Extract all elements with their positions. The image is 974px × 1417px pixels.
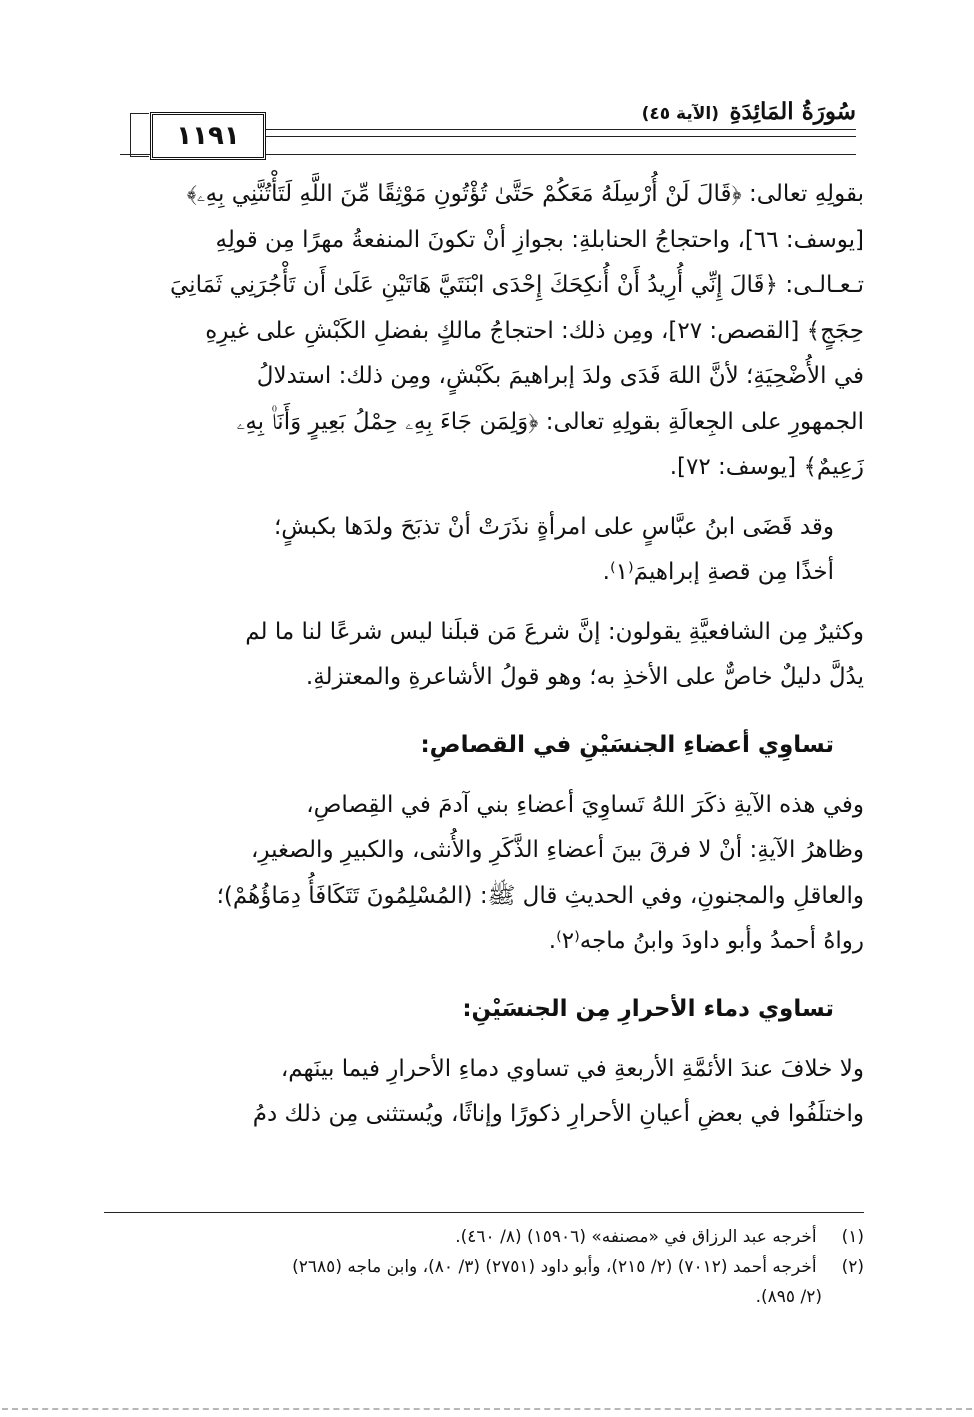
header-rule-middle [165, 136, 856, 137]
text-line: والعاقلِ والمجنونِ، وفي الحديثِ قال ﷺ: (المُسْلِمُونَ تَتَكَافَأُ دِمَاؤُهُمْ)؛ [216, 882, 864, 909]
surah-title: سُورَةُ المَائِدَةِ [729, 98, 856, 125]
paragraph [113, 505, 864, 596]
footnote [113, 1222, 864, 1252]
text-line: حِجَجٍ﴾ [القصص: ٢٧]، ومِن ذلك: احتجاجُ مالكٍ بفضلِ الكَبْشِ على غيرِهِ [205, 317, 864, 344]
footnote-number: (٢) [841, 1257, 864, 1277]
paragraph [113, 783, 864, 965]
text-line: [يوسف: ٦٦]، واحتجاجُ الحنابلةِ: بجوازِ أنْ تكونَ المنفعةُ مهرًا مِن قولِهِ [215, 226, 864, 253]
footnote-text: أخرجه عبد الرزاق في «مصنفه» (١٥٩٠٦) (٨/ ٤٦٠). [455, 1227, 817, 1247]
header-rule-top [165, 129, 856, 130]
footnote-separator [104, 1212, 864, 1213]
text-line: وقد قَضَى ابنُ عبَّاسٍ على امرأةٍ نذَرَتْ أنْ تذبَحَ ولدَها بكبشٍ؛ [273, 513, 834, 540]
footnote-continuation: (٢/ ٨٩٥). [755, 1287, 822, 1307]
text-line: تـعـالـى: ﴿قَالَ إِنِّي أُرِيدُ أَنْ أُنكِحَكَ إِحْدَى ابْنَتَيَّ هَاتَيْنِ عَلَىٰ أَن تَأْجُرَنِي ثَمَانِيَ [170, 272, 864, 298]
section-heading: تساوِي أعضاءِ الجنسَيْنِ في القصاصِ: [420, 731, 834, 758]
paragraph [113, 172, 864, 491]
ayah-reference: (الآية ٤٥) [641, 104, 719, 124]
paragraph [113, 610, 864, 701]
text-line: في الأُضْحِيَةِ؛ لأنَّ اللهَ فَدَى ولدَ إبراهيمَ بكَبْشٍ، ومِن ذلك: استدلالُ [256, 363, 864, 389]
text-line: وفي هذه الآيةِ ذكَرَ اللهُ تَساوِيَ أعضاءِ بني آدمَ في القِصاصِ، [306, 791, 864, 818]
page-number: ١١٩١ [176, 121, 240, 151]
paragraph [113, 1047, 864, 1138]
text-line: وكثيرٌ مِن الشافعيَّةِ يقولون: إنَّ شرعَ مَن قبلَنا ليس شرعًا لنا ما لم [245, 618, 864, 645]
text-line: الجمهورِ على الجِعالَةِ بقولِهِ تعالى: ﴿وَلِمَن جَاءَ بِهِۦ حِمْلُ بَعِيرٍ وَأَنَا۠ بِهِۦ [236, 408, 864, 435]
text-line: زَعِيمٌ﴾ [يوسف: ٧٢]. [669, 454, 864, 480]
section-heading: تساوي دماء الأحرارِ مِن الجنسَيْنِ: [462, 995, 834, 1022]
text-line: يدُلَّ دليلٌ خاصٌّ على الأخذِ به؛ وهو قولُ الأشاعرةِ والمعتزلةِ. [305, 664, 864, 690]
footnote [113, 1252, 864, 1282]
text-line: واختلَفُوا في بعضِ أعيانِ الأحرارِ ذكورًا وإناثًا، ويُستثنى مِن ذلك دمُ [252, 1101, 864, 1127]
footnote-number: (١) [841, 1227, 864, 1247]
text-line: ولا خلافَ عندَ الأئمَّةِ الأربعةِ في تساوي دماءِ الأحرارِ فيما بينَهم، [280, 1055, 864, 1082]
header-bracket [130, 113, 149, 157]
scan-edge [2, 1408, 972, 1414]
text-line: بقولِهِ تعالى: ﴿قَالَ لَنْ أُرْسِلَهُ مَعَكُمْ حَتَّىٰ تُؤْتُونِ مَوْثِقًا مِّنَ اللَّهِ لَتَأْتُنَّنِي بِهِۦ﴾ [186, 181, 864, 207]
main-text [113, 172, 864, 1152]
footnote-text: أخرجه أحمد (٧٠١٢) (٢/ ٢١٥)، وأبو داود (٢٧٥١) (٣/ ٨٠)، وابن ماجه (٢٦٨٥) [292, 1257, 817, 1277]
text-line: رواهُ أحمدُ وأبو داودَ وابنُ ماجه⁽٢⁾. [548, 928, 864, 954]
page-number-frame [150, 112, 266, 160]
footnotes [113, 1222, 864, 1312]
text-line: وظاهرُ الآيةِ: أنْ لا فرقَ بينَ أعضاءِ الذَّكَرِ والأُنثى، والكبيرِ والصغيرِ، [250, 837, 864, 863]
text-line: أخذًا مِن قصةِ إبراهيمَ⁽١⁾. [602, 559, 834, 585]
